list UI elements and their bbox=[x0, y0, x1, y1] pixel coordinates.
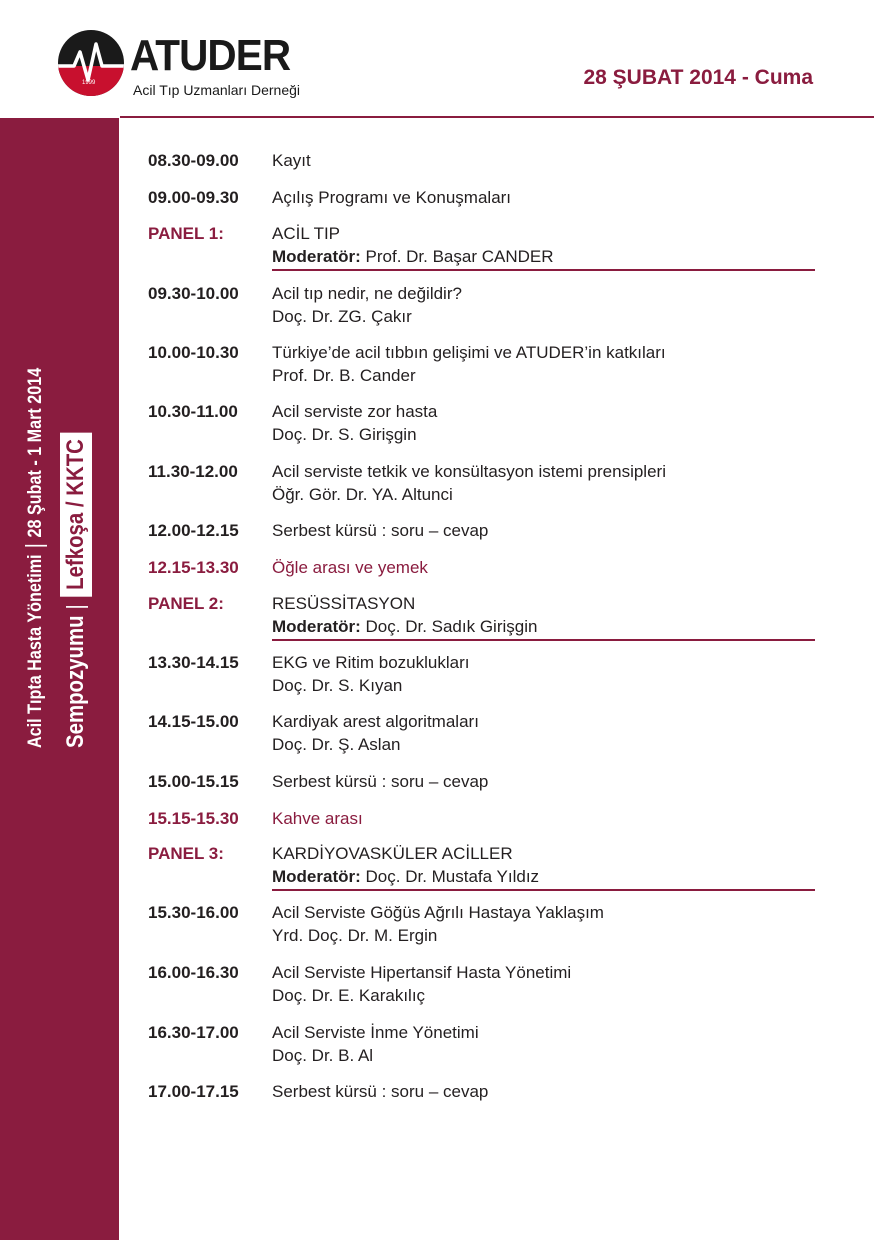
panel-title: RESÜSSİTASYON bbox=[272, 594, 416, 613]
atuder-logo bbox=[58, 30, 318, 102]
row-title: Kayıt bbox=[272, 151, 311, 170]
row-speaker: Doç. Dr. ZG. Çakır bbox=[272, 307, 412, 326]
heartbeat-logo-icon bbox=[58, 30, 124, 96]
row-time: 17.00-17.15 bbox=[148, 1082, 239, 1101]
row-title: Serbest kürsü : soru – cevap bbox=[272, 772, 489, 791]
row-speaker: Öğr. Gör. Dr. YA. Altunci bbox=[272, 485, 453, 504]
page-date: 28 ŞUBAT 2014 - Cuma bbox=[583, 66, 813, 89]
row-speaker: Yrd. Doç. Dr. M. Ergin bbox=[272, 926, 438, 945]
row-title: Serbest kürsü : soru – cevap bbox=[272, 1082, 489, 1101]
row-time: 11.30-12.00 bbox=[148, 462, 238, 481]
moderator-label: Moderatör: bbox=[272, 617, 361, 636]
row-title: Acil Serviste İnme Yönetimi bbox=[272, 1023, 479, 1042]
moderator-label: Moderatör: bbox=[272, 247, 361, 266]
event-subtitle: Sempozyumu bbox=[62, 615, 89, 748]
row-time: 15.00-15.15 bbox=[148, 772, 239, 791]
panel-title: KARDİYOVASKÜLER ACİLLER bbox=[272, 844, 513, 863]
row-time: 10.30-11.00 bbox=[148, 402, 238, 421]
row-time: 12.00-12.15 bbox=[148, 521, 239, 540]
sidebar-divider bbox=[25, 545, 47, 547]
panel-label: PANEL 1: bbox=[148, 224, 224, 243]
row-title: Öğle arası ve yemek bbox=[272, 558, 428, 577]
panel-divider bbox=[272, 269, 815, 271]
row-time: 12.15-13.30 bbox=[148, 558, 239, 577]
row-time: 08.30-09.00 bbox=[148, 151, 239, 170]
moderator-name: Prof. Dr. Başar CANDER bbox=[365, 247, 554, 266]
event-location: Lefkoşa / KKTC bbox=[60, 432, 92, 596]
sidebar-band bbox=[0, 118, 119, 1240]
row-title: Acil serviste tetkik ve konsültasyon istemi prensipleri bbox=[272, 462, 666, 481]
row-title: Kardiyak arest algoritmaları bbox=[272, 712, 479, 731]
panel-divider bbox=[272, 639, 815, 641]
row-time: 16.00-16.30 bbox=[148, 963, 239, 982]
header-divider bbox=[120, 116, 874, 118]
panel-label: PANEL 3: bbox=[148, 844, 224, 863]
row-title: Serbest kürsü : soru – cevap bbox=[272, 521, 489, 540]
panel-title: ACİL TIP bbox=[272, 224, 341, 243]
panel-divider bbox=[272, 889, 815, 891]
event-subtitle-line bbox=[60, 432, 92, 748]
row-speaker: Doç. Dr. B. Al bbox=[272, 1046, 374, 1065]
row-speaker: Prof. Dr. B. Cander bbox=[272, 366, 416, 385]
row-time: 15.15-15.30 bbox=[148, 809, 239, 828]
row-time: 14.15-15.00 bbox=[148, 712, 239, 731]
moderator-name: Doç. Dr. Mustafa Yıldız bbox=[365, 867, 540, 886]
logo-name: ATUDER bbox=[130, 31, 291, 80]
event-dates: 28 Şubat - 1 Mart 2014 bbox=[25, 367, 47, 538]
row-time: 13.30-14.15 bbox=[148, 653, 239, 672]
row-time: 16.30-17.00 bbox=[148, 1023, 239, 1042]
row-title: Kahve arası bbox=[272, 809, 363, 828]
panel-label: PANEL 2: bbox=[148, 594, 224, 613]
row-title: Acil tıp nedir, ne değildir? bbox=[272, 284, 462, 303]
event-title: Acil Tıpta Hasta Yönetimi bbox=[25, 554, 47, 748]
moderator-label: Moderatör: bbox=[272, 867, 361, 886]
row-speaker: Doç. Dr. S. Kıyan bbox=[272, 676, 403, 695]
row-title: EKG ve Ritim bozuklukları bbox=[272, 653, 470, 672]
sidebar-divider bbox=[66, 606, 88, 608]
moderator-name: Doç. Dr. Sadık Girişgin bbox=[365, 617, 538, 636]
row-title: Acil Serviste Hipertansif Hasta Yönetimi bbox=[272, 963, 572, 982]
row-speaker: Doç. Dr. Ş. Aslan bbox=[272, 735, 401, 754]
row-time: 09.00-09.30 bbox=[148, 188, 239, 207]
row-title: Acil serviste zor hasta bbox=[272, 402, 438, 421]
event-title-line bbox=[25, 368, 47, 748]
logo-year: 1999 bbox=[82, 80, 96, 86]
row-title: Açılış Programı ve Konuşmaları bbox=[272, 188, 512, 207]
row-title: Türkiye’de acil tıbbın gelişimi ve ATUDER’in katkıları bbox=[272, 343, 666, 362]
logo-subtitle: Acil Tıp Uzmanları Derneği bbox=[133, 82, 301, 98]
row-time: 15.30-16.00 bbox=[148, 903, 239, 922]
row-time: 09.30-10.00 bbox=[148, 284, 239, 303]
row-time: 10.00-10.30 bbox=[148, 343, 239, 362]
row-speaker: Doç. Dr. E. Karakılıç bbox=[272, 986, 426, 1005]
row-speaker: Doç. Dr. S. Girişgin bbox=[272, 425, 417, 444]
row-title: Acil Serviste Göğüs Ağrılı Hastaya Yaklaşım bbox=[272, 903, 604, 922]
